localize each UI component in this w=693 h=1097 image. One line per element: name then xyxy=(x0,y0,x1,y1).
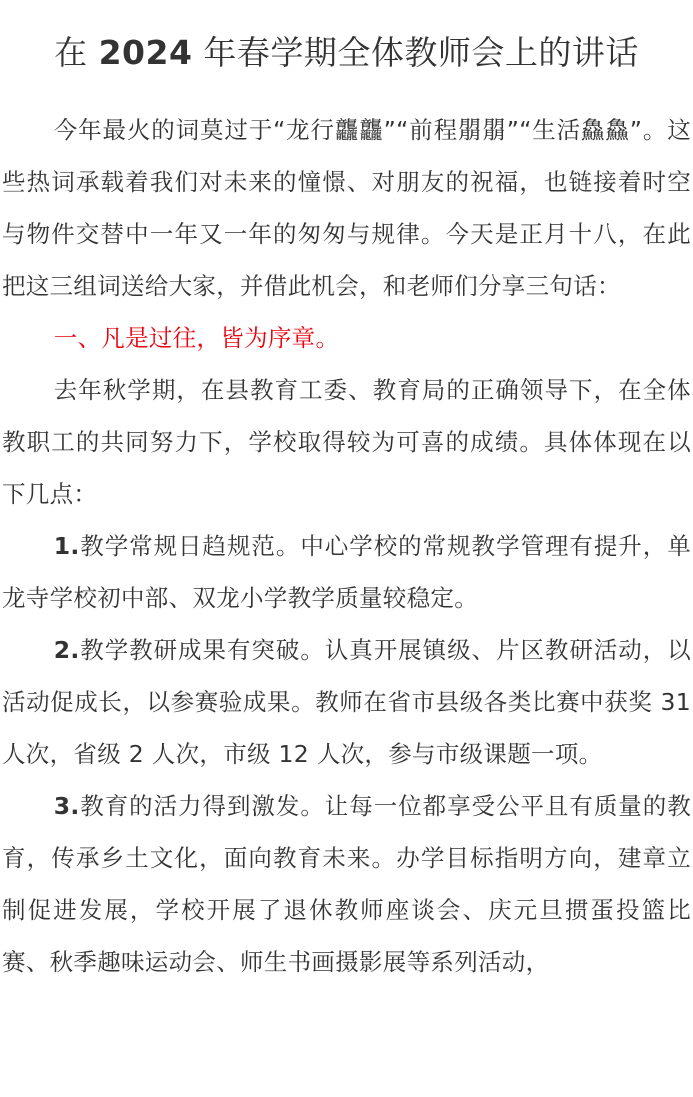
point-1-number: 1. xyxy=(53,532,80,560)
review-paragraph xyxy=(2,364,691,520)
point-1-paragraph xyxy=(2,520,691,624)
point-2-text: 教学教研成果有突破。认真开展镇级、片区教研活动，以活动促成长，以参赛验成果。教师在省市县级各类比赛中获奖 31 人次，省级 2 人次，市级 12 人次，参与市级课题一项。 xyxy=(2,636,691,768)
section-heading-1 xyxy=(2,312,691,364)
intro-paragraph xyxy=(2,104,691,312)
point-3-paragraph xyxy=(2,780,691,988)
point-3-number: 3. xyxy=(53,792,80,820)
review-text: 去年秋学期，在县教育工委、教育局的正确领导下，在全体教职工的共同努力下，学校取得较为可喜的成绩。具体体现在以下几点： xyxy=(2,376,691,508)
point-3-text: 教育的活力得到激发。让每一位都享受公平且有质量的教育，传承乡土文化，面向教育未来。办学目标指明方向，建章立制促进发展，学校开展了退休教师座谈会、庆元旦掼蛋投篮比赛、秋季趣味运动会、师生书画摄影展等系列活动， xyxy=(2,792,691,976)
point-1-text: 教学常规日趋规范。中心学校的常规教学管理有提升，单龙寺学校初中部、双龙小学教学质量较稳定。 xyxy=(2,532,691,612)
document-title xyxy=(2,0,691,76)
intro-text: 今年最火的词莫过于“龙行龘龘”“前程朤朤”“生活鱻鱻”。这些热词承载着我们对未来的憧憬、对朋友的祝福，也链接着时空与物件交替中一年又一年的匆匆与规律。今天是正月十八，在此把这三组词送给大家，并借此机会，和老师们分享三句话： xyxy=(2,116,691,300)
title-suffix: 年春学期全体教师会上的讲话 xyxy=(192,33,639,72)
point-2-paragraph xyxy=(2,624,691,780)
document-body xyxy=(2,104,691,988)
point-2-number: 2. xyxy=(53,636,80,664)
title-prefix: 在 xyxy=(54,33,99,72)
section-heading-text: 一、凡是过往，皆为序章。 xyxy=(53,324,340,352)
title-year: 2024 xyxy=(98,33,193,72)
